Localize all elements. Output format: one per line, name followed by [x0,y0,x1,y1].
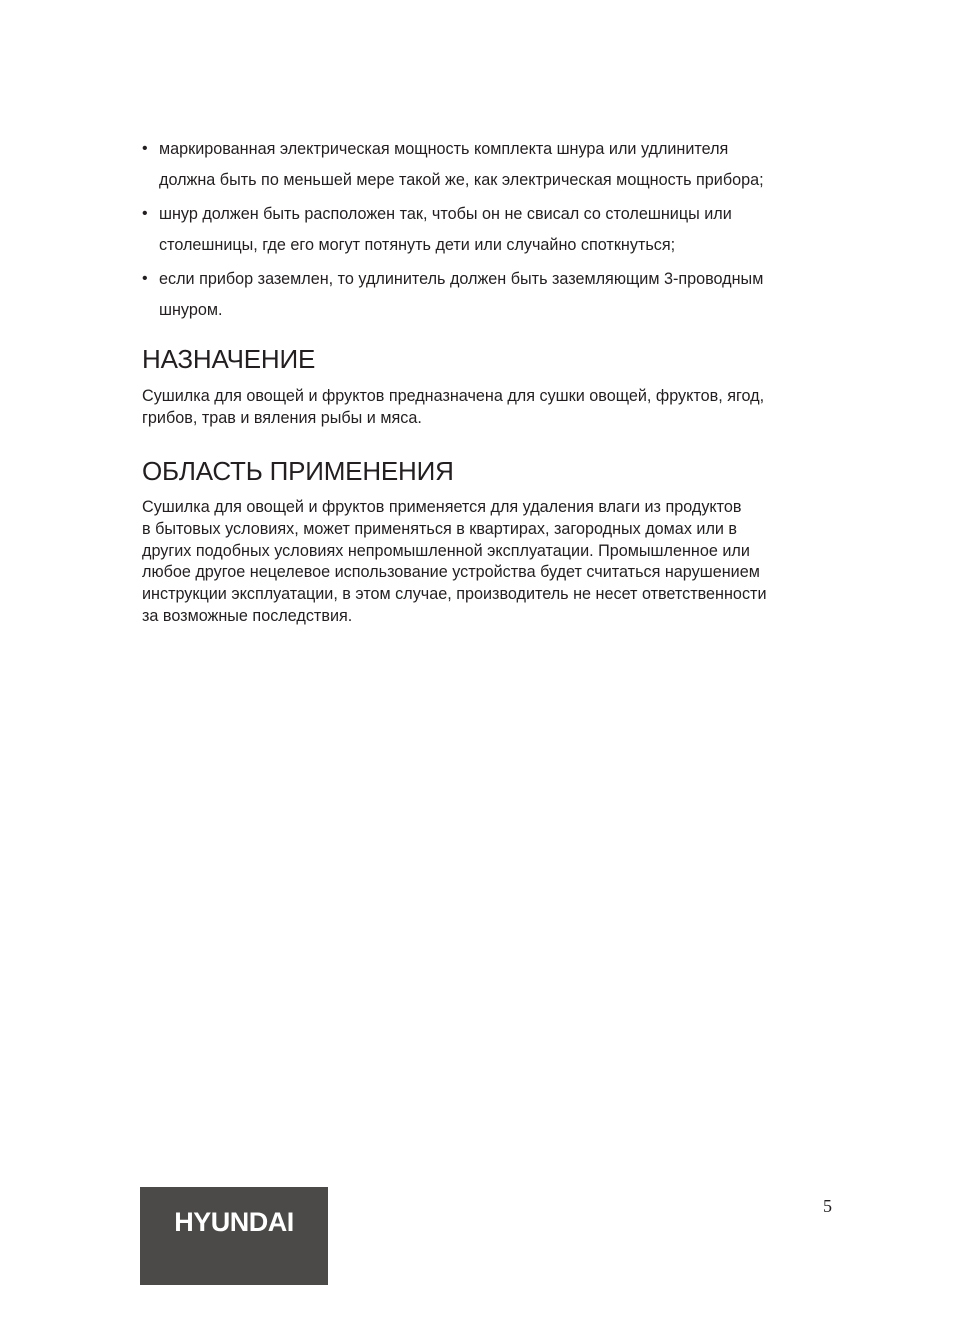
bullet-item [142,264,862,325]
brand-logo-text: HYUNDAI [174,1206,294,1237]
bullet-line: шнуром. [159,300,223,319]
paragraph-line: в бытовых условиях, может применяться в квартирах, загородных домах или в [142,519,738,538]
bullet-icon: • [142,205,148,222]
paragraph-line: других подобных условиях непромышленной эксплуатации. Промышленное или [142,541,750,560]
bullet-item [142,199,862,260]
paragraph-line: инструкции эксплуатации, в этом случае, производитель не несет ответственности [142,585,767,604]
bullet-line: шнур должен быть расположен так, чтобы он не свисал со столешницы или [159,205,732,223]
paragraph-line: грибов, трав и вяления рыбы и мяса. [142,408,422,427]
bullet-icon: • [142,270,148,287]
bullet-line: если прибор заземлен, то удлинитель должен быть заземляющим 3-проводным [159,270,764,288]
safety-bullet-list [142,134,862,329]
paragraph-line: за возможные последствия. [142,606,353,625]
scope-paragraph [142,497,842,628]
scope-heading: ОБЛАСТЬ ПРИМЕНЕНИЯ [142,456,454,486]
bullet-line: должна быть по меньшей мере такой же, как электрическая мощность прибора; [159,170,764,189]
paragraph-line: Сушилка для овощей и фруктов применяется для удаления влаги из продуктов [142,498,742,516]
brand-logo [140,1187,328,1285]
bullet-item [142,134,862,195]
page-number: 5 [823,1196,832,1216]
paragraph-line: любое другое нецелевое использование устройства будет считаться нарушением [142,563,760,582]
bullet-line: столешницы, где его могут потянуть дети или случайно споткнуться; [159,235,676,254]
paragraph-line: Сушилка для овощей и фруктов предназначена для сушки овощей, фруктов, ягод, [142,387,765,405]
purpose-heading: НАЗНАЧЕНИЕ [142,344,316,374]
bullet-icon: • [142,140,148,157]
bullet-line: маркированная электрическая мощность комплекта шнура или удлинителя [159,140,729,158]
purpose-paragraph [142,386,842,430]
